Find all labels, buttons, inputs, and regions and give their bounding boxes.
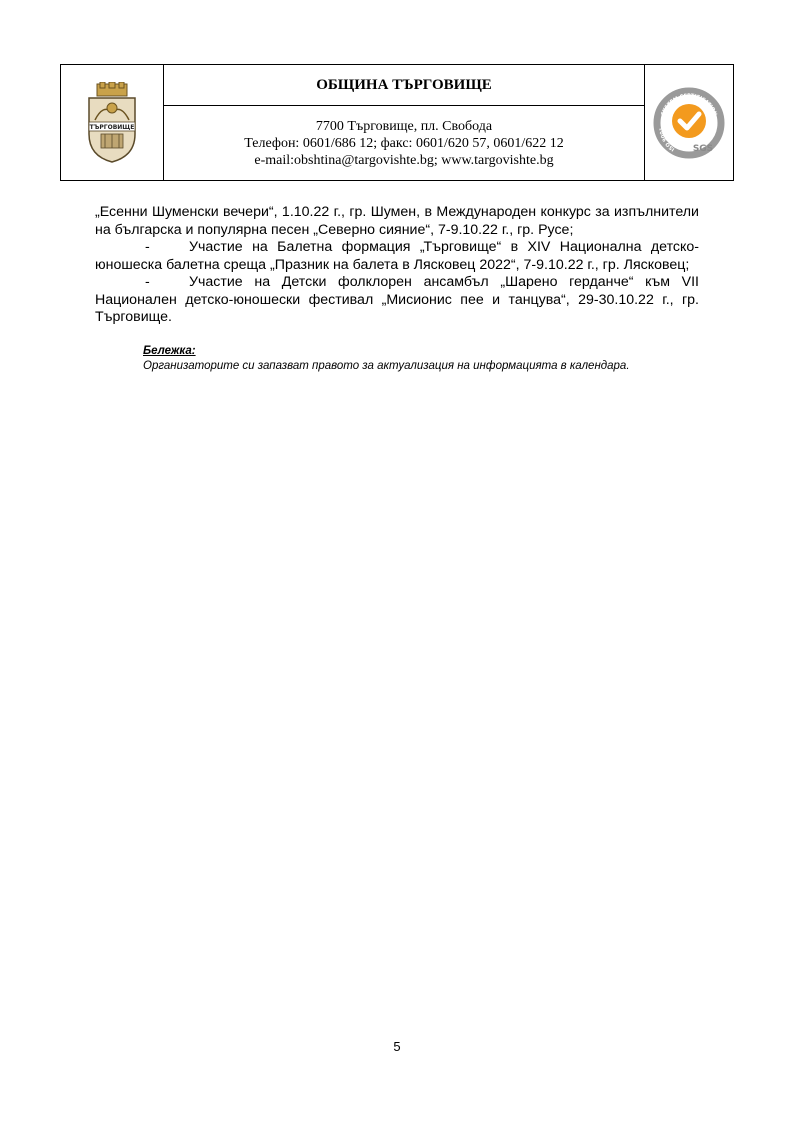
bullet-dash: - bbox=[145, 274, 150, 290]
municipality-title: ОБЩИНА ТЪРГОВИЩЕ bbox=[164, 65, 644, 106]
cert-ring-text: SYSTEM CERTIFICATION bbox=[660, 92, 718, 116]
note-label: Бележка: bbox=[143, 344, 196, 357]
certification-cell bbox=[644, 65, 733, 180]
event-item-2-text: Участие на Балетна формация „Търговище“ в XIV Национална детско-юношеска балетна среща „Празник на балета в Лясковец 2022“, 7-9.10.22 г., гр. Лясковец; bbox=[95, 239, 699, 273]
document-body bbox=[95, 204, 699, 374]
emblem-cell bbox=[61, 65, 164, 180]
email-web-line: e-mail:obshtina@targovishte.bg; www.targovishte.bg bbox=[254, 152, 554, 168]
coat-of-arms-icon bbox=[83, 82, 141, 164]
contact-block bbox=[164, 106, 644, 180]
event-paragraph-1: „Есенни Шуменски вечери“, 1.10.22 г., гр. Шумен, в Международен конкурс за изпълнители на българска и популярна песен „Северно сияние“, 7-9.10.22 г., гр. Русе; bbox=[95, 204, 699, 238]
iso-certification-icon bbox=[653, 87, 725, 159]
letterhead-info bbox=[164, 65, 644, 180]
phone-line: Телефон: 0601/686 12; факс: 0601/620 57, 0601/622 12 bbox=[244, 135, 564, 151]
cert-brand-text: SGS bbox=[692, 143, 714, 154]
address-line: 7700 Търговище, пл. Свобода bbox=[315, 118, 493, 134]
event-item-3-text: Участие на Детски фолклорен ансамбъл „Шарено герданче“ към VII Национален детско-юношески фестивал „Мисионис пее и танцува“, 29-30.10.22 г., гр. Търговище. bbox=[95, 274, 699, 325]
note-block bbox=[95, 344, 699, 374]
bullet-dash: - bbox=[145, 239, 150, 255]
letterhead bbox=[60, 64, 734, 181]
note-text: Организаторите си запазват правото за актуализация на информацията в календара. bbox=[143, 359, 630, 372]
cert-iso-text: ISO 9001 bbox=[658, 126, 676, 152]
event-item-2 bbox=[95, 239, 699, 274]
emblem-banner-text: ТЪРГОВИЩЕ bbox=[89, 123, 135, 131]
event-item-3 bbox=[95, 274, 699, 327]
page-number: 5 bbox=[393, 1039, 401, 1054]
